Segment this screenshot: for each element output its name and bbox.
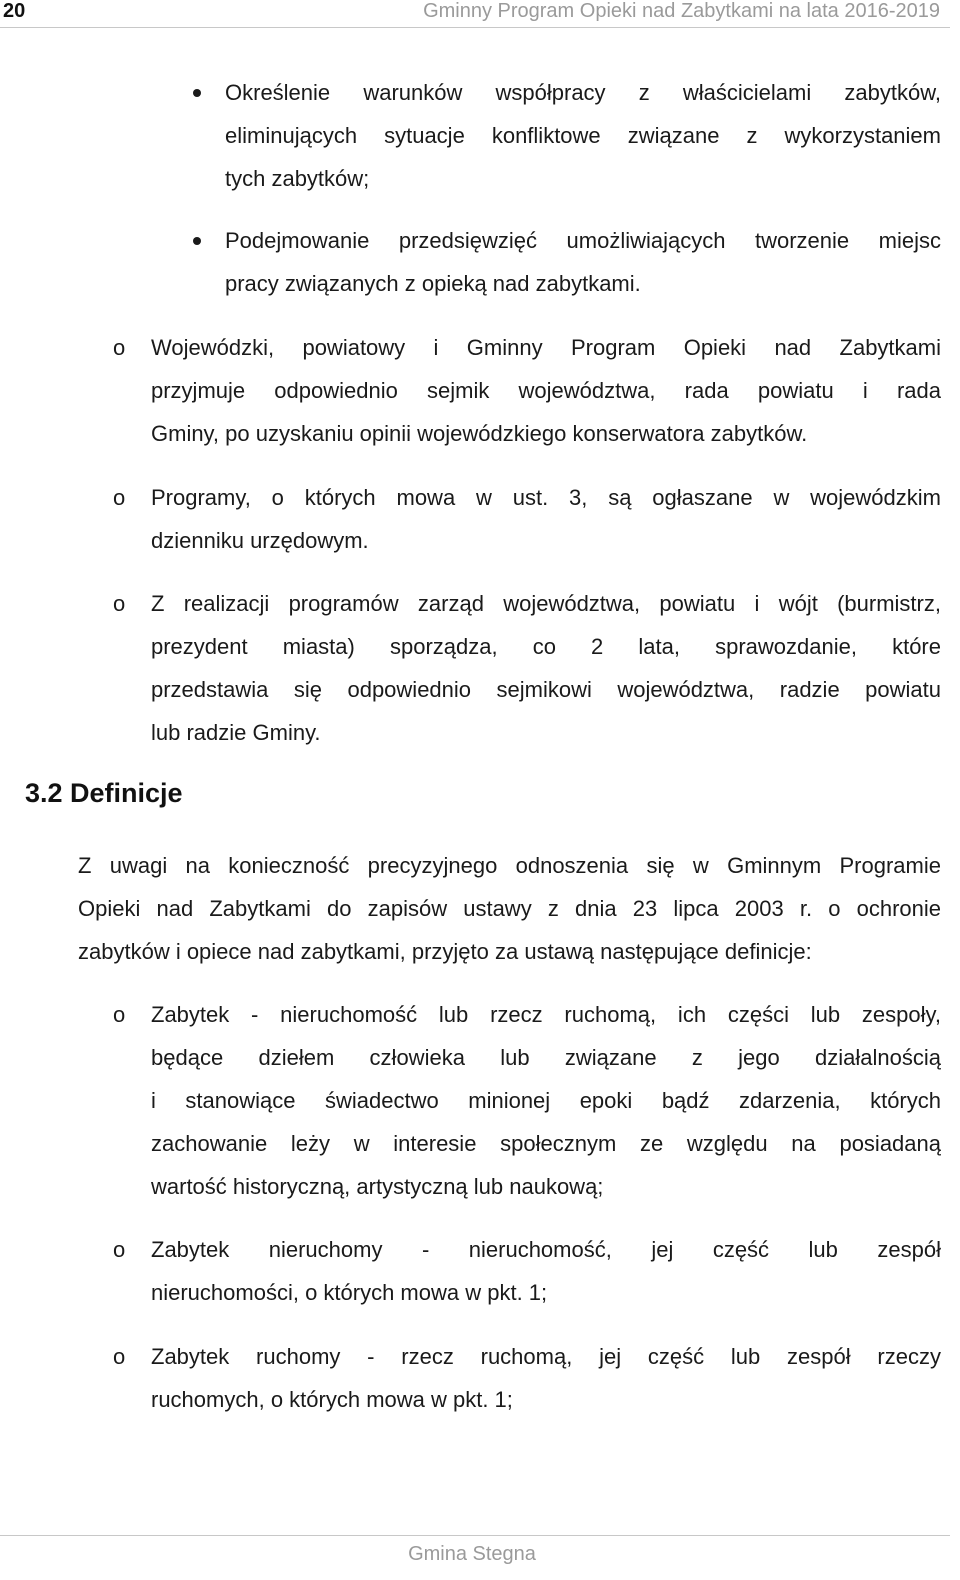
text-line: Programy, o których mowa w ust. 3, są ogłaszane w wojewódzkim xyxy=(151,485,941,510)
page-header xyxy=(0,0,960,26)
list-marker: o xyxy=(113,1344,126,1369)
text-line: Określenie warunków współpracy z właścicielami zabytków, xyxy=(225,80,941,105)
section-intro xyxy=(78,844,941,973)
list-marker: o xyxy=(113,1002,126,1027)
text-line: przyjmuje odpowiednio sejmik województwa, rada powiatu i rada xyxy=(151,378,941,403)
list-marker: o xyxy=(113,1237,126,1262)
text-line: Wojewódzki, powiatowy i Gminny Program Opieki nad Zabytkami xyxy=(151,335,941,360)
list-marker: o xyxy=(113,591,126,616)
text-line: zabytków i opiece nad zabytkami, przyjęto za ustawą następujące definicje: xyxy=(78,939,812,964)
text-line: przedstawia się odpowiednio sejmikowi województwa, radzie powiatu xyxy=(151,677,941,702)
definition-item xyxy=(151,1335,941,1421)
bullet-dot-icon xyxy=(193,237,201,245)
text-line: prezydent miasta) sporządza, co 2 lata, sprawozdanie, które xyxy=(151,634,941,659)
text-line: Zabytek - nieruchomość lub rzecz ruchomą, ich części lub zespoły, xyxy=(151,1002,941,1027)
list-item xyxy=(151,476,941,562)
text-line: i stanowiące świadectwo minionej epoki bądź zdarzenia, których xyxy=(151,1088,941,1113)
text-line: eliminujących sytuacje konfliktowe związane z wykorzystaniem xyxy=(225,123,941,148)
text-line: nieruchomości, o których mowa w pkt. 1; xyxy=(151,1280,548,1305)
definition-item xyxy=(151,993,941,1208)
text-line: Gminy, po uzyskaniu opinii wojewódzkiego konserwatora zabytków. xyxy=(151,421,808,446)
document-title: Gminny Program Opieki nad Zabytkami na lata 2016-2019 xyxy=(423,0,940,22)
text-line: Z uwagi na konieczność precyzyjnego odnoszenia się w Gminnym Programie xyxy=(78,853,941,878)
list-item xyxy=(151,582,941,754)
text-line: Podejmowanie przedsięwzięć umożliwiających tworzenie miejsc xyxy=(225,228,941,253)
text-line: będące dziełem człowieka lub związane z jego działalnością xyxy=(151,1045,941,1070)
text-line: pracy związanych z opieką nad zabytkami. xyxy=(225,271,641,296)
list-item xyxy=(151,326,941,455)
text-line: Z realizacji programów zarząd województwa, powiatu i wójt (burmistrz, xyxy=(151,591,941,616)
list-marker: o xyxy=(113,485,126,510)
text-line: wartość historyczną, artystyczną lub naukową; xyxy=(151,1174,604,1199)
page-number: 20 xyxy=(3,0,26,22)
header-divider xyxy=(0,27,950,28)
text-line: ruchomych, o których mowa w pkt. 1; xyxy=(151,1387,513,1412)
list-marker: o xyxy=(113,335,126,360)
text-line: lub radzie Gminy. xyxy=(151,720,321,745)
text-line: Zabytek ruchomy - rzecz ruchomą, jej część lub zespół rzeczy xyxy=(151,1344,941,1369)
footer-divider xyxy=(0,1535,950,1536)
text-line: Opieki nad Zabytkami do zapisów ustawy z dnia 23 lipca 2003 r. o ochronie xyxy=(78,896,941,921)
text-line: tych zabytków; xyxy=(225,166,370,191)
definition-item xyxy=(151,1228,941,1314)
bullet-dot-icon xyxy=(193,89,201,97)
bullet-item xyxy=(225,71,941,200)
section-heading: 3.2 Definicje xyxy=(25,778,183,808)
text-line: Zabytek nieruchomy - nieruchomość, jej część lub zespół xyxy=(151,1237,941,1262)
text-line: zachowanie leży w interesie społecznym ze względu na posiadaną xyxy=(151,1131,941,1156)
bullet-item xyxy=(225,219,941,305)
text-line: dzienniku urzędowym. xyxy=(151,528,369,553)
page-footer: Gmina Stegna xyxy=(408,1543,536,1565)
